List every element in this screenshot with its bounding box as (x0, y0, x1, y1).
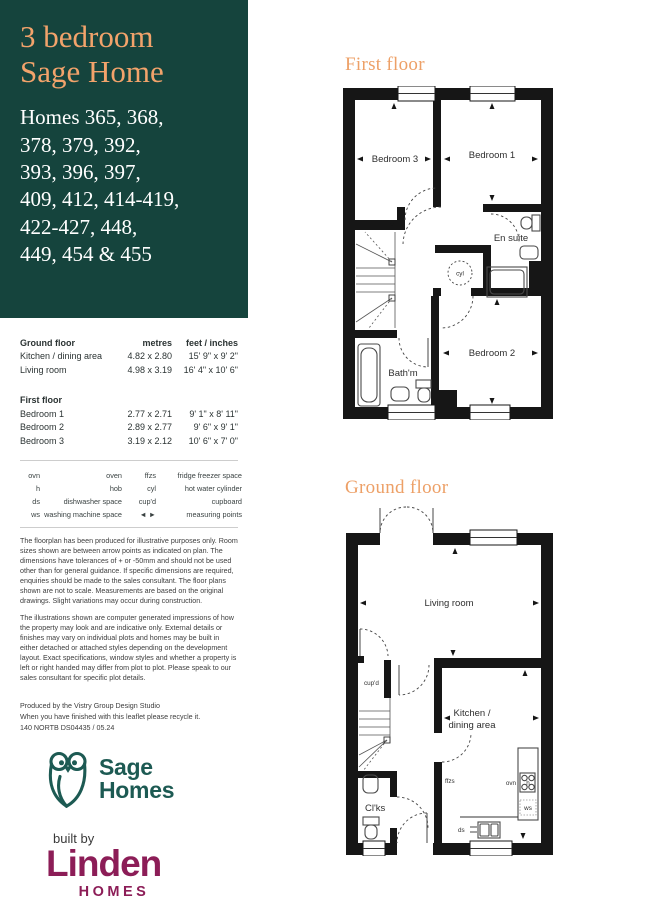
built-by-label: built by (53, 831, 95, 846)
page-title (20, 20, 232, 89)
label-ffzs: ffzs (445, 778, 455, 785)
legend-row: ovn oven ffzs fridge freezer space (28, 471, 242, 480)
reference-code: 140 NORTB DS04435 / 05.24 (20, 724, 115, 733)
label-ovn: ovn (505, 780, 516, 787)
first-floor-plan (343, 86, 555, 420)
measuring-points-icon: ◄ ► (139, 510, 156, 519)
legend-row: ws washing machine space ◄ ► measuring points (31, 510, 242, 519)
svg-text:cyl: cyl (456, 270, 464, 278)
disclaimer-paragraph-1: The floorplan has been produced for illustrative purposes only. Room sizes shown are between arrow points as indicated on plan. The dimensions have tolerances of + or -50mm and should not be used other than for general guidance. If specific dimensions are required, enquiries should be made to the sales consultant. The floor plans shown are not to scale. Measurements are based on the original drawings. Slight variations may occur during construction. (20, 537, 238, 606)
table-header-row: Ground floor metres feet / inches (20, 337, 238, 348)
linden-wordmark: Linden (46, 843, 162, 884)
window (470, 86, 515, 101)
cylinder-icon (448, 261, 472, 285)
hero-panel (0, 0, 248, 318)
washing-machine-space (520, 800, 536, 815)
label-cupboard: cup'd (364, 680, 379, 687)
table-row: Bedroom 1 2.77 x 2.71 9' 1" x 8' 11" (20, 408, 238, 419)
room-label-kitchen-1: Kitchen / (453, 708, 491, 719)
table-row: Living room 4.98 x 3.19 16' 4" x 10' 6" (20, 364, 238, 375)
first-floor-heading: First floor (345, 54, 425, 75)
divider (20, 460, 238, 461)
cloakroom-toilet (363, 817, 379, 839)
owl-icon (46, 750, 90, 808)
ensuite-basin (520, 246, 538, 259)
room-label-living: Living room (424, 598, 474, 609)
svg-text:ws: ws (524, 805, 532, 812)
room-label-bedroom3: Bedroom 3 (371, 154, 419, 165)
legend-row: ds dishwasher space cup'd cupboard (32, 497, 242, 506)
bathroom-basin (391, 387, 409, 401)
ground-floor-stairs (359, 698, 390, 771)
first-floor-stairs (356, 232, 395, 328)
homes-list: Homes 365, 368, 378, 379, 392, 393, 396, 397, 409, 412, 414-419, 422-427, 448, 449, 454 & 455 (20, 105, 180, 266)
svg-text:h: h (526, 780, 530, 787)
ground-floor-plan (346, 505, 553, 856)
hob-icon (520, 773, 535, 792)
legend-row: h hob cyl hot water cylinder (35, 484, 242, 493)
label-ds: ds (458, 827, 465, 834)
ensuite-toilet (521, 215, 540, 231)
sink-unit (470, 822, 500, 838)
french-doors (380, 507, 433, 533)
sage-homes-logo (46, 750, 174, 808)
produced-by: Produced by the Vistry Group Design Studio (20, 702, 160, 710)
room-label-bedroom1: Bedroom 1 (468, 150, 516, 161)
linden-homes-label: HOMES (78, 884, 150, 900)
window (470, 841, 512, 856)
divider (20, 527, 238, 528)
first-floor-doors (399, 188, 519, 367)
recycle-note: When you have finished with this leaflet please recycle it. (20, 713, 201, 722)
footer-notes (20, 701, 239, 734)
room-label-bedroom2: Bedroom 2 (468, 348, 516, 359)
title-line-1: 3 bedroom (20, 19, 154, 54)
room-label-kitchen-2: dining area (448, 720, 496, 731)
sage-wordmark: Sage Homes (99, 754, 175, 803)
room-label-ensuite: En suite (493, 233, 529, 244)
window (398, 86, 435, 101)
disclaimer-paragraph-2: The illustrations shown are computer generated impressions of how the property may look and are indicative only. External details or finishes may vary on individual plots and homes may be built in either detached or attached styles depending on the development layout. Exact specifications, window styles and whether a property is left or right handed may differ from plot to plot. Please speak to our sales consultant for specific plot details. (20, 614, 237, 683)
room-label-cloaks: Cl'ks (365, 803, 386, 814)
bath-fixture (358, 344, 380, 406)
plan-legend (20, 469, 242, 521)
dimensions-table (20, 336, 238, 448)
disclaimer (20, 536, 239, 690)
table-row: Kitchen / dining area 4.82 x 2.80 15' 9" x 9' 2" (20, 351, 238, 362)
window (388, 405, 435, 420)
table-section-header: First floor (20, 395, 62, 406)
window (470, 530, 517, 545)
window (470, 405, 510, 420)
table-row: Bedroom 3 3.19 x 2.12 10' 6" x 7' 0" (20, 435, 238, 446)
bathroom-toilet (416, 380, 431, 402)
room-label-bathroom: Bath'm (388, 368, 418, 379)
window (363, 841, 385, 856)
title-line-2: Sage Home (20, 53, 164, 89)
ground-floor-heading: Ground floor (345, 477, 449, 498)
table-row: Bedroom 2 2.89 x 2.77 9' 6" x 9' 1" (20, 422, 238, 433)
